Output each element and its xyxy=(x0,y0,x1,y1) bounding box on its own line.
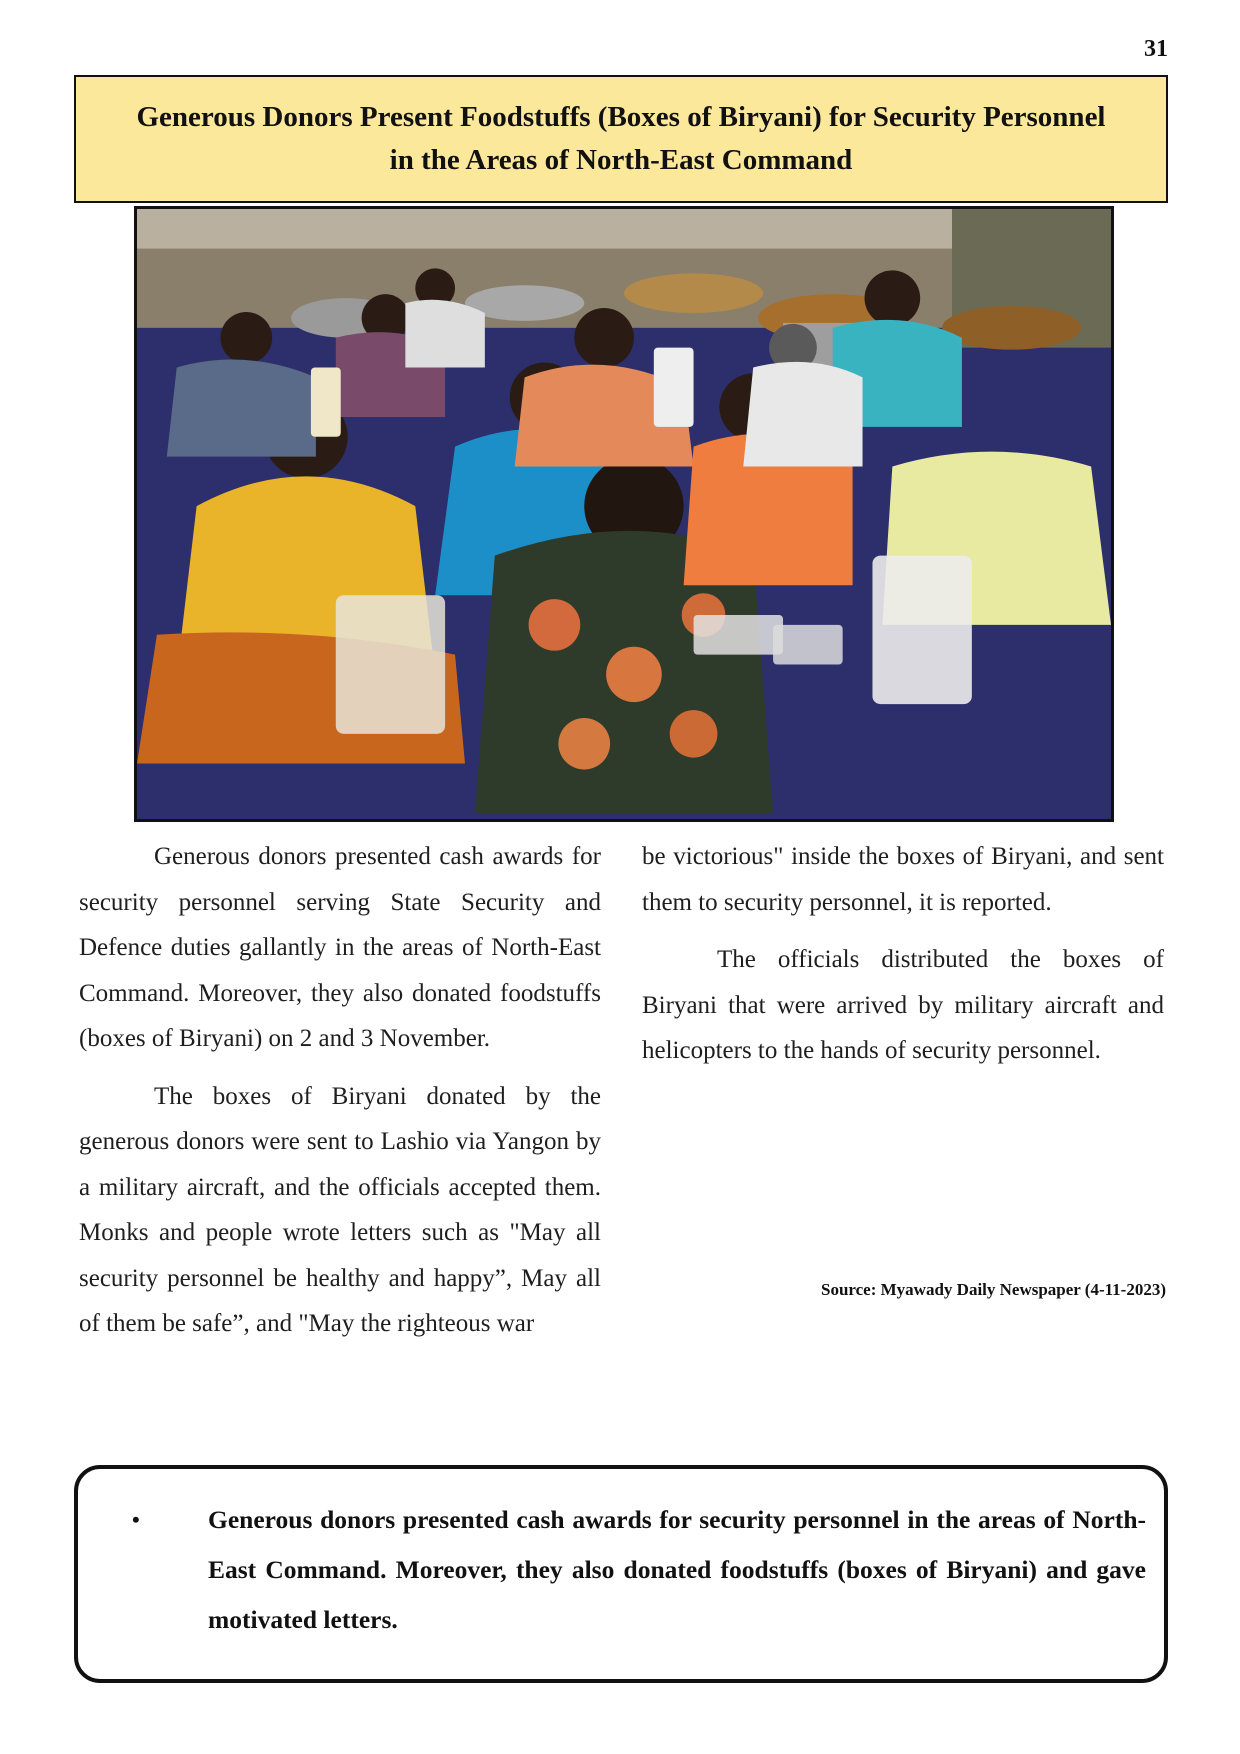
photo-illustration xyxy=(137,209,1111,819)
summary-item xyxy=(132,1495,1146,1645)
summary-box xyxy=(74,1465,1168,1683)
article-title xyxy=(116,96,1125,182)
bullet-icon: • xyxy=(132,1507,140,1532)
article-paragraph: Generous donors presented cash awards for security personnel serving State Security and Defence duties gallantly in the areas of North-East Command. Moreover, they also donated foodstuffs (boxes of Biryani) on 2 and 3 November. xyxy=(79,843,601,1052)
article-photo xyxy=(134,206,1114,822)
article-source: Source: Myawady Daily Newspaper (4-11-2023) xyxy=(820,1280,1166,1299)
article-paragraph: The officials distributed the boxes of Biryani that were arrived by military aircraft and helicopters to the hands of security personnel. xyxy=(642,946,1164,1064)
article-paragraph: The boxes of Biryani donated by the generous donors were sent to Lashio via Yangon by a military aircraft, and the officials accepted them. Monks and people wrote letters such as "May all security personnel be healthy and happy”, May all of them be safe”, and "May the righteous war xyxy=(79,1082,601,1337)
article-title-line-2: in the Areas of North-East Command xyxy=(389,144,853,176)
article-title-line-1: Generous Donors Present Foodstuffs (Boxes of Biryani) for Security Personnel xyxy=(136,101,1106,133)
article-paragraph: be victorious" inside the boxes of Biryani, and sent them to security personnel, it is reported. xyxy=(642,843,1164,916)
article-body-left-column xyxy=(79,834,601,1359)
page-number: 31 xyxy=(1144,36,1168,62)
article-body-right-column xyxy=(642,834,1164,1086)
summary-text: Generous donors presented cash awards for security personnel in the areas of North-East Command. Moreover, they also donated foodstuffs (boxes of Biryani) and gave motivated letters. xyxy=(208,1505,1146,1634)
summary-list xyxy=(132,1495,1146,1645)
article-title-box xyxy=(74,75,1168,203)
